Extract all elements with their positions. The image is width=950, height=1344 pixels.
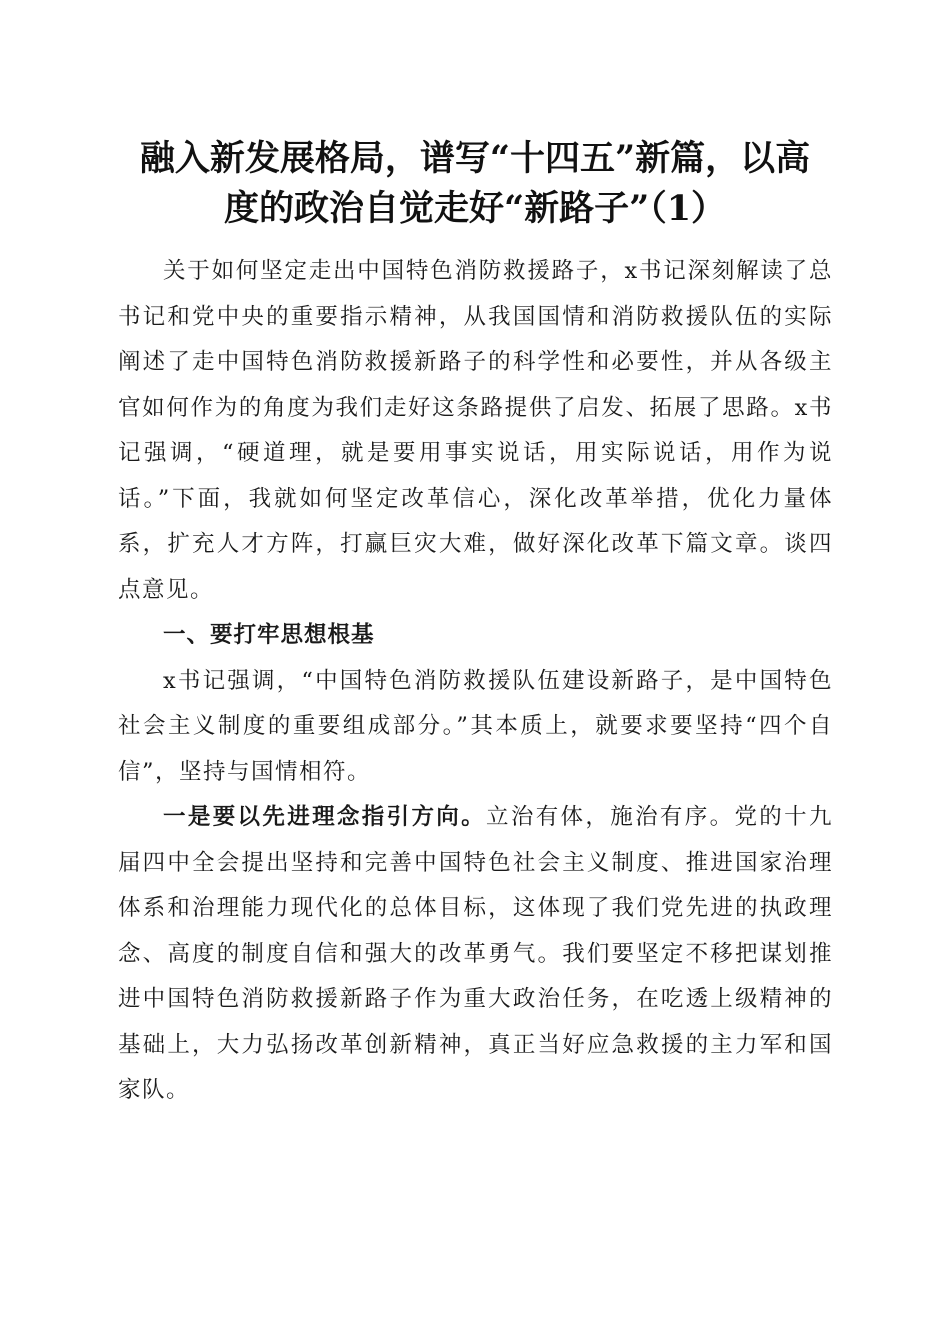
document-body [118,249,833,1114]
section-paragraph: x书记强调，“中国特色消防救援队伍建设新路子，是中国特色社会主义制度的重要组成部分。”其本质上，就要求要坚持“四个自信”，坚持与国情相符。 [118,667,833,785]
intro-paragraph: 关于如何坚定走出中国特色消防救援路子，x书记深刻解读了总书记和党中央的重要指示精神，从我国国情和消防救援队伍的实际阐述了走中国特色消防救援新路子的科学性和必要性，并从各级主官如何作为的角度为我们走好这条路提供了启发、拓展了思路。x书记强调，“硬道理，就是要用事实说话，用实际说话，用作为说话。”下面，我就如何坚定改革信心，深化改革举措，优化力量体系，扩充人才方阵，打赢巨灾大难，做好深化改革下篇文章。谈四点意见。 [118,258,833,603]
point-lead: 一是要以先进理念指引方向。 [163,804,486,830]
point-text: 立治有体，施治有序。党的十九届四中全会提出坚持和完善中国特色社会主义制度、推进国家治理体系和治理能力现代化的总体目标，这体现了我们党先进的执政理念、高度的制度自信和强大的改革勇气。我们要坚定不移把谋划推进中国特色消防救援新路子作为重大政治任务，在吃透上级精神的基础上，大力弘扬改革创新精神，真正当好应急救援的主力军和国家队。 [118,804,833,1103]
document-title [100,134,850,234]
title-line-1: 融入新发展格局，谱写“十四五”新篇，以高 [139,138,811,179]
point-paragraph [118,795,833,1114]
title-line-2: 度的政治自觉走好“新路子”（1） [223,188,727,229]
section-heading: 一、要打牢思想根基 [163,622,375,648]
